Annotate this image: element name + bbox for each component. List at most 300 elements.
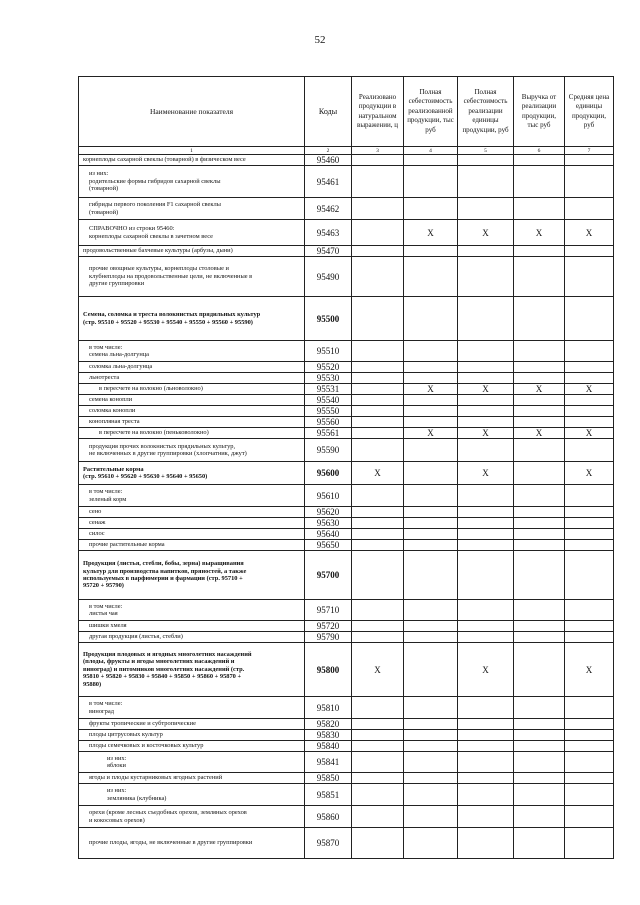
value-cell [458,529,514,540]
indicator-code: 95630 [305,518,352,529]
value-cell [565,828,614,859]
value-cell [565,417,614,428]
value-cell [565,730,614,741]
value-cell [404,257,458,297]
value-cell [565,540,614,551]
value-cell [352,166,404,198]
table-row [79,417,614,428]
indicator-code: 95841 [305,752,352,773]
value-cell [404,518,458,529]
value-cell [565,439,614,462]
table-row [79,384,614,395]
value-cell [565,773,614,784]
indicator-name: Растительные корма (стр. 95610 + 95620 + 95630 + 95640 + 95650) [79,462,305,485]
value-cell [458,341,514,362]
value-cell [514,621,565,632]
indicator-code: 95590 [305,439,352,462]
value-cell [565,551,614,600]
table-row [79,428,614,439]
column-number: 3 [352,147,404,155]
value-cell [404,784,458,806]
value-cell [352,341,404,362]
value-cell [514,752,565,773]
value-cell [565,507,614,518]
value-cell [404,621,458,632]
not-applicable-mark: X [514,384,565,395]
table-row [79,719,614,730]
value-cell [514,773,565,784]
indicator-name: фрукты тропические и субтропические [79,719,305,730]
value-cell [458,730,514,741]
table-row [79,485,614,507]
table-row [79,507,614,518]
value-cell [514,406,565,417]
indicator-code: 95531 [305,384,352,395]
indicator-name: конопляная треста [79,417,305,428]
value-cell [404,297,458,341]
value-cell [565,297,614,341]
value-cell [565,341,614,362]
value-cell [514,719,565,730]
not-applicable-mark: X [458,462,514,485]
indicator-code: 95640 [305,529,352,540]
value-cell [352,632,404,643]
indicator-code: 95463 [305,220,352,246]
value-cell [352,406,404,417]
value-cell [565,529,614,540]
value-cell [404,166,458,198]
value-cell [565,784,614,806]
value-cell [514,507,565,518]
not-applicable-mark: X [565,384,614,395]
value-cell [352,828,404,859]
value-cell [514,246,565,257]
value-cell [565,518,614,529]
column-number: 7 [565,147,614,155]
value-cell [352,600,404,621]
value-cell [352,439,404,462]
indicator-code: 95700 [305,551,352,600]
indicator-name: Продукция плодовых и ягодных многолетних насаждений (плоды, фрукты и ягоды многолетних насаждений и виноград) и питомников многолетних насаждений (стр. 95810 + 95820 + 95830 + 95840 + 95850 + 95860 + 95870 + 95880) [79,643,305,697]
column-numbers-row [79,147,614,155]
not-applicable-mark: X [565,643,614,697]
indicator-name: силос [79,529,305,540]
value-cell [514,462,565,485]
value-cell [565,752,614,773]
value-cell [458,621,514,632]
value-cell [458,155,514,166]
indicator-code: 95540 [305,395,352,406]
value-cell [404,341,458,362]
value-cell [514,166,565,198]
not-applicable-mark: X [352,462,404,485]
indicator-code: 95490 [305,257,352,297]
value-cell [352,257,404,297]
value-cell [565,741,614,752]
value-cell [565,166,614,198]
indicator-name: в пересчете на волокно (льноволокно) [79,384,305,395]
indicator-name: семена конопли [79,395,305,406]
table-row [79,406,614,417]
value-cell [458,697,514,719]
indicator-code: 95650 [305,540,352,551]
value-cell [404,773,458,784]
indicator-code: 95620 [305,507,352,518]
value-cell [404,373,458,384]
value-cell [352,540,404,551]
indicator-code: 95600 [305,462,352,485]
table-row [79,518,614,529]
table-row [79,632,614,643]
indicator-code: 95461 [305,166,352,198]
indicator-code: 95830 [305,730,352,741]
value-cell [458,784,514,806]
indicator-name: в том числе: листья чая [79,600,305,621]
value-cell [404,752,458,773]
value-cell [458,507,514,518]
table-row [79,529,614,540]
value-cell [404,417,458,428]
indicator-name: гибриды первого поколения F1 сахарной свеклы (товарной) [79,198,305,220]
value-cell [458,417,514,428]
value-cell [514,155,565,166]
value-cell [352,362,404,373]
value-cell [565,198,614,220]
indicator-code: 95810 [305,697,352,719]
value-cell [458,806,514,828]
indicator-name: из них: земляника (клубника) [79,784,305,806]
table-row [79,166,614,198]
value-cell [404,540,458,551]
value-cell [404,643,458,697]
table-row [79,697,614,719]
value-cell [404,719,458,730]
value-cell [352,485,404,507]
value-cell [565,697,614,719]
value-cell [458,752,514,773]
indicator-code: 95520 [305,362,352,373]
table-row [79,752,614,773]
value-cell [565,806,614,828]
indicator-code: 95720 [305,621,352,632]
indicator-code: 95860 [305,806,352,828]
value-cell [565,155,614,166]
value-cell [565,362,614,373]
value-cell [404,246,458,257]
value-cell [404,828,458,859]
value-cell [458,406,514,417]
value-cell [458,828,514,859]
value-cell [404,741,458,752]
indicator-name: шишки хмеля [79,621,305,632]
value-cell [404,155,458,166]
table-row [79,828,614,859]
not-applicable-mark: X [514,220,565,246]
header-avg-price: Средняя цена единицы продукции, руб [565,77,614,147]
header-row [79,77,614,147]
table-row [79,155,614,166]
not-applicable-mark: X [404,220,458,246]
indicator-name: соломка конопли [79,406,305,417]
value-cell [352,806,404,828]
value-cell [352,246,404,257]
value-cell [458,540,514,551]
value-cell [514,551,565,600]
table-row [79,643,614,697]
table-row [79,730,614,741]
column-number: 1 [79,147,305,155]
value-cell [404,806,458,828]
value-cell [352,621,404,632]
header-unit-cost: Полная себестоимость реализации единицы продукции, руб [458,77,514,147]
value-cell [458,439,514,462]
value-cell [352,395,404,406]
value-cell [352,198,404,220]
column-number: 6 [514,147,565,155]
value-cell [514,529,565,540]
indicator-name: в пересчете на волокно (пеньковолокно) [79,428,305,439]
indicator-name: прочие овощные культуры, корнеплоды столовые и клубнеплоды на продовольственные цели, не включенные в другие группировки [79,257,305,297]
value-cell [458,773,514,784]
value-cell [514,198,565,220]
value-cell [404,529,458,540]
value-cell [352,697,404,719]
table-row [79,551,614,600]
header-revenue: Выручка от реализации продукции, тыс руб [514,77,565,147]
value-cell [514,439,565,462]
indicator-name: в том числе: зеленый корм [79,485,305,507]
value-cell [514,341,565,362]
value-cell [404,462,458,485]
value-cell [514,600,565,621]
table-row [79,257,614,297]
not-applicable-mark: X [404,384,458,395]
value-cell [404,439,458,462]
not-applicable-mark: X [458,643,514,697]
not-applicable-mark: X [565,428,614,439]
value-cell [514,417,565,428]
value-cell [514,373,565,384]
value-cell [458,198,514,220]
value-cell [565,373,614,384]
table-row [79,806,614,828]
value-cell [352,155,404,166]
value-cell [565,600,614,621]
value-cell [565,632,614,643]
indicator-code: 95470 [305,246,352,257]
not-applicable-mark: X [458,428,514,439]
value-cell [458,246,514,257]
value-cell [404,632,458,643]
indicators-table [78,76,614,859]
indicator-name: сенаж [79,518,305,529]
value-cell [458,632,514,643]
value-cell [514,395,565,406]
value-cell [514,518,565,529]
indicator-name: плоды семечковых и косточковых культур [79,741,305,752]
table-row [79,362,614,373]
value-cell [458,551,514,600]
indicator-name: СПРАВОЧНО из строки 95460: корнеплоды сахарной свеклы в зачетном весе [79,220,305,246]
indicator-code: 95820 [305,719,352,730]
value-cell [352,373,404,384]
value-cell [458,166,514,198]
value-cell [565,719,614,730]
indicator-name: Продукция (листья, стебли, бобы, зерна) выращивания культур для производства напитков, пряностей, а также используемых в парфюмерии и фармации (стр. 95710 + 95720 + 95790) [79,551,305,600]
indicator-code: 95870 [305,828,352,859]
column-number: 5 [458,147,514,155]
value-cell [565,395,614,406]
value-cell [352,784,404,806]
value-cell [352,384,404,395]
value-cell [514,784,565,806]
indicator-code: 95610 [305,485,352,507]
value-cell [565,485,614,507]
value-cell [565,257,614,297]
value-cell [404,485,458,507]
indicator-name: продукция прочих волокнистых прядильных культур, не включенных в другие группировки (хлопчатник, джут) [79,439,305,462]
value-cell [565,406,614,417]
indicator-code: 95462 [305,198,352,220]
indicator-name: плоды цитрусовых культур [79,730,305,741]
indicator-name: прочие растительные корма [79,540,305,551]
value-cell [352,752,404,773]
value-cell [458,600,514,621]
value-cell [352,518,404,529]
value-cell [514,362,565,373]
indicator-code: 95530 [305,373,352,384]
value-cell [514,297,565,341]
value-cell [352,730,404,741]
indicator-name: другая продукция (листья, стебли) [79,632,305,643]
header-name: Наименование показателя [79,77,305,147]
indicator-name: из них: родительские формы гибридов сахарной свеклы (товарной) [79,166,305,198]
table-row [79,741,614,752]
value-cell [458,257,514,297]
value-cell [458,362,514,373]
table-row [79,462,614,485]
header-total-cost: Полная себестоимость реализованной продукции, тыс руб [404,77,458,147]
table-row [79,621,614,632]
value-cell [514,540,565,551]
value-cell [514,632,565,643]
value-cell [514,643,565,697]
table-row [79,773,614,784]
table-row [79,784,614,806]
value-cell [352,507,404,518]
table-row [79,600,614,621]
not-applicable-mark: X [458,220,514,246]
table-row [79,439,614,462]
indicator-name: сено [79,507,305,518]
table-row [79,220,614,246]
indicator-name: льнотреста [79,373,305,384]
table-row [79,395,614,406]
value-cell [514,806,565,828]
indicator-name: из них: яблоки [79,752,305,773]
value-cell [514,741,565,752]
value-cell [458,741,514,752]
indicator-code: 95561 [305,428,352,439]
table-body [79,155,614,859]
indicator-code: 95840 [305,741,352,752]
value-cell [404,551,458,600]
indicator-name: орехи (кроме лесных съедобных орехов, земляных орехов и кокосовых орехов) [79,806,305,828]
table-row [79,540,614,551]
indicator-name: продовольственные бахчевые культуры (арбузы, дыни) [79,246,305,257]
value-cell [352,529,404,540]
column-number: 4 [404,147,458,155]
header-quantity: Реализовано продукции в натуральном выражении, ц [352,77,404,147]
value-cell [404,697,458,719]
indicator-code: 95560 [305,417,352,428]
value-cell [404,730,458,741]
value-cell [352,719,404,730]
value-cell [352,741,404,752]
page-number: 52 [314,34,326,46]
table-row [79,246,614,257]
value-cell [404,600,458,621]
value-cell [352,297,404,341]
indicator-name: Семена, соломка и треста волокнистых прядильных культур (стр. 95510 + 95520 + 95530 + 95540 + 95550 + 95560 + 95590) [79,297,305,341]
value-cell [458,518,514,529]
indicator-name: в том числе: семена льна-долгунца [79,341,305,362]
value-cell [458,485,514,507]
indicator-name: в том числе: виноград [79,697,305,719]
column-number: 2 [305,147,352,155]
value-cell [352,428,404,439]
not-applicable-mark: X [352,643,404,697]
table-row [79,341,614,362]
value-cell [404,198,458,220]
table-row [79,297,614,341]
value-cell [565,246,614,257]
value-cell [514,730,565,741]
indicator-code: 95851 [305,784,352,806]
value-cell [404,507,458,518]
value-cell [458,395,514,406]
not-applicable-mark: X [565,220,614,246]
value-cell [565,621,614,632]
header-code: Коды [305,77,352,147]
indicator-code: 95550 [305,406,352,417]
not-applicable-mark: X [458,384,514,395]
value-cell [352,417,404,428]
indicator-code: 95510 [305,341,352,362]
value-cell [352,220,404,246]
indicator-code: 95850 [305,773,352,784]
value-cell [458,297,514,341]
indicator-code: 95710 [305,600,352,621]
not-applicable-mark: X [565,462,614,485]
not-applicable-mark: X [404,428,458,439]
value-cell [404,406,458,417]
indicator-code: 95500 [305,297,352,341]
indicator-code: 95790 [305,632,352,643]
indicator-name: соломка льна-долгунца [79,362,305,373]
value-cell [514,828,565,859]
indicator-code: 95460 [305,155,352,166]
indicator-code: 95800 [305,643,352,697]
not-applicable-mark: X [514,428,565,439]
table-row [79,373,614,384]
value-cell [514,485,565,507]
table-row [79,198,614,220]
value-cell [352,773,404,784]
value-cell [514,697,565,719]
value-cell [514,257,565,297]
value-cell [352,551,404,600]
